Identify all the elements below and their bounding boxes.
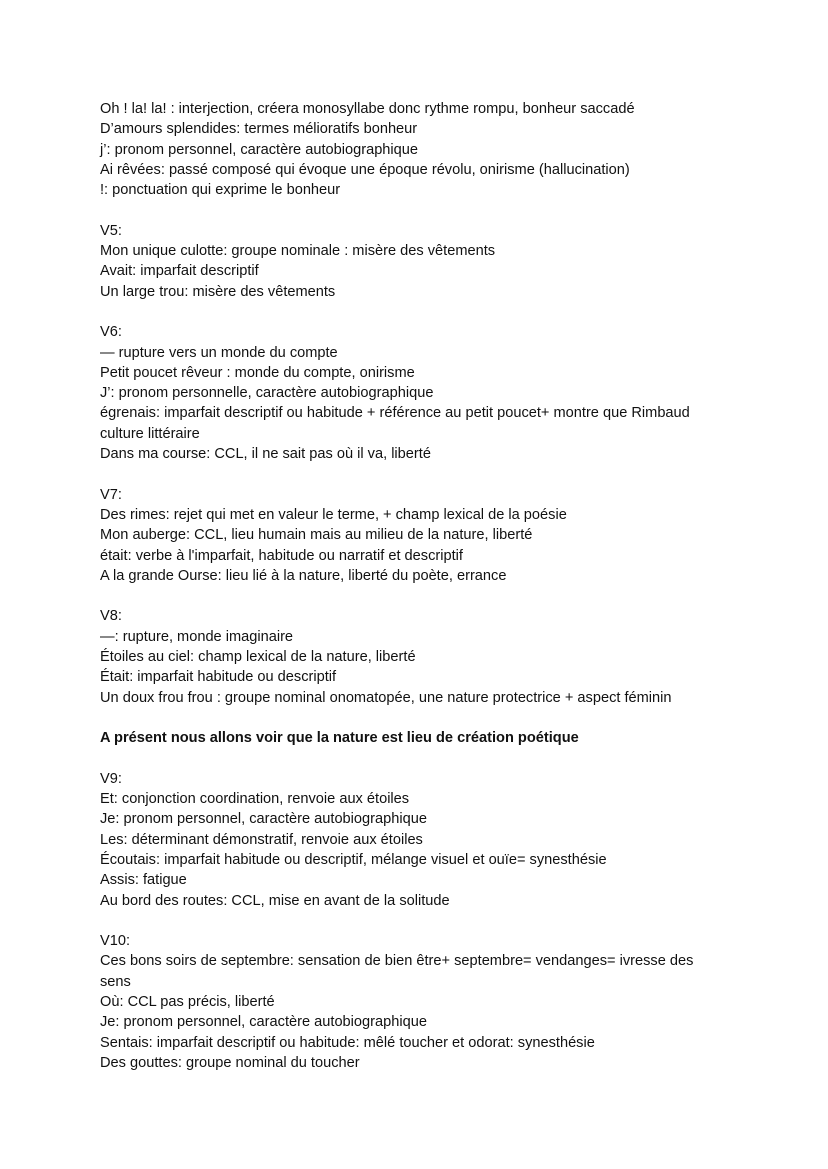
verse-5-title: V5:	[100, 222, 122, 239]
intro-block	[100, 99, 740, 200]
spacer	[100, 708, 740, 728]
text-line: Ces bons soirs de septembre: sensation de bien être+ septembre= vendanges= ivresse des sens	[100, 953, 694, 990]
text-line: Avait: imparfait descriptif	[100, 263, 259, 280]
text-line: Sentais: imparfait descriptif ou habitude: mêlé toucher et odorat: synesthésie	[100, 1034, 595, 1051]
section-heading: A présent nous allons voir que la nature est lieu de création poétique	[100, 730, 579, 747]
section-heading-block	[100, 728, 740, 748]
text-line: Petit poucet rêveur : monde du compte, onirisme	[100, 364, 415, 381]
spacer	[100, 464, 740, 484]
verse-10-section	[100, 931, 740, 1073]
text-line: —: rupture, monde imaginaire	[100, 628, 294, 645]
spacer	[100, 911, 740, 931]
text-line: égrenais: imparfait descriptif ou habitude + référence au petit poucet+ montre que Rimbaud culture littéraire	[100, 405, 690, 442]
spacer	[100, 586, 740, 606]
text-line: A la grande Ourse: lieu lié à la nature, liberté du poète, errance	[100, 567, 507, 584]
text-line: Je: pronom personnel, caractère autobiographique	[100, 1014, 427, 1031]
verse-7-section	[100, 485, 740, 586]
text-line: !: ponctuation qui exprime le bonheur	[100, 182, 341, 199]
text-line: Écoutais: imparfait habitude ou descriptif, mélange visuel et ouïe= synesthésie	[100, 851, 607, 868]
text-line: Des rimes: rejet qui met en valeur le terme, + champ lexical de la poésie	[100, 506, 567, 523]
text-line: Au bord des routes: CCL, mise en avant de la solitude	[100, 892, 450, 909]
text-line: J’: pronom personnelle, caractère autobiographique	[100, 385, 434, 402]
document-page	[100, 99, 740, 1073]
text-line: j’: pronom personnel, caractère autobiographique	[100, 141, 419, 158]
spacer	[100, 749, 740, 769]
verse-5-section	[100, 221, 740, 302]
text-line: Je: pronom personnel, caractère autobiographique	[100, 811, 427, 828]
spacer	[100, 200, 740, 220]
text-line: Dans ma course: CCL, il ne sait pas où il va, liberté	[100, 446, 431, 463]
text-line: Ai rêvées: passé composé qui évoque une époque révolu, onirisme (hallucination)	[100, 161, 630, 178]
text-line: Était: imparfait habitude ou descriptif	[100, 669, 337, 686]
text-line: — rupture vers un monde du compte	[100, 344, 338, 361]
text-line: Assis: fatigue	[100, 872, 187, 889]
verse-7-title: V7:	[100, 486, 122, 503]
verse-9-title: V9:	[100, 770, 122, 787]
text-line: Un doux frou frou : groupe nominal onomatopée, une nature protectrice + aspect féminin	[100, 689, 672, 706]
verse-10-title: V10:	[100, 933, 131, 950]
verse-6-title: V6:	[100, 324, 122, 341]
text-line: Les: déterminant démonstratif, renvoie aux étoiles	[100, 831, 423, 848]
text-line: Où: CCL pas précis, liberté	[100, 994, 275, 1011]
verse-8-title: V8:	[100, 608, 122, 625]
text-line: était: verbe à l'imparfait, habitude ou narratif et descriptif	[100, 547, 463, 564]
verse-6-section	[100, 322, 740, 464]
text-line: Oh ! la! la! : interjection, créera monosyllabe donc rythme rompu, bonheur saccadé	[100, 101, 635, 117]
text-line: Un large trou: misère des vêtements	[100, 283, 336, 300]
text-line: Étoiles au ciel: champ lexical de la nature, liberté	[100, 649, 416, 666]
text-line: Mon auberge: CCL, lieu humain mais au milieu de la nature, liberté	[100, 527, 533, 544]
text-line: Des gouttes: groupe nominal du toucher	[100, 1054, 360, 1071]
verse-9-section	[100, 769, 740, 911]
text-line: D’amours splendides: termes mélioratifs bonheur	[100, 121, 418, 138]
spacer	[100, 302, 740, 322]
verse-8-section	[100, 606, 740, 707]
text-line: Et: conjonction coordination, renvoie aux étoiles	[100, 791, 410, 808]
text-line: Mon unique culotte: groupe nominale : misère des vêtements	[100, 243, 496, 260]
